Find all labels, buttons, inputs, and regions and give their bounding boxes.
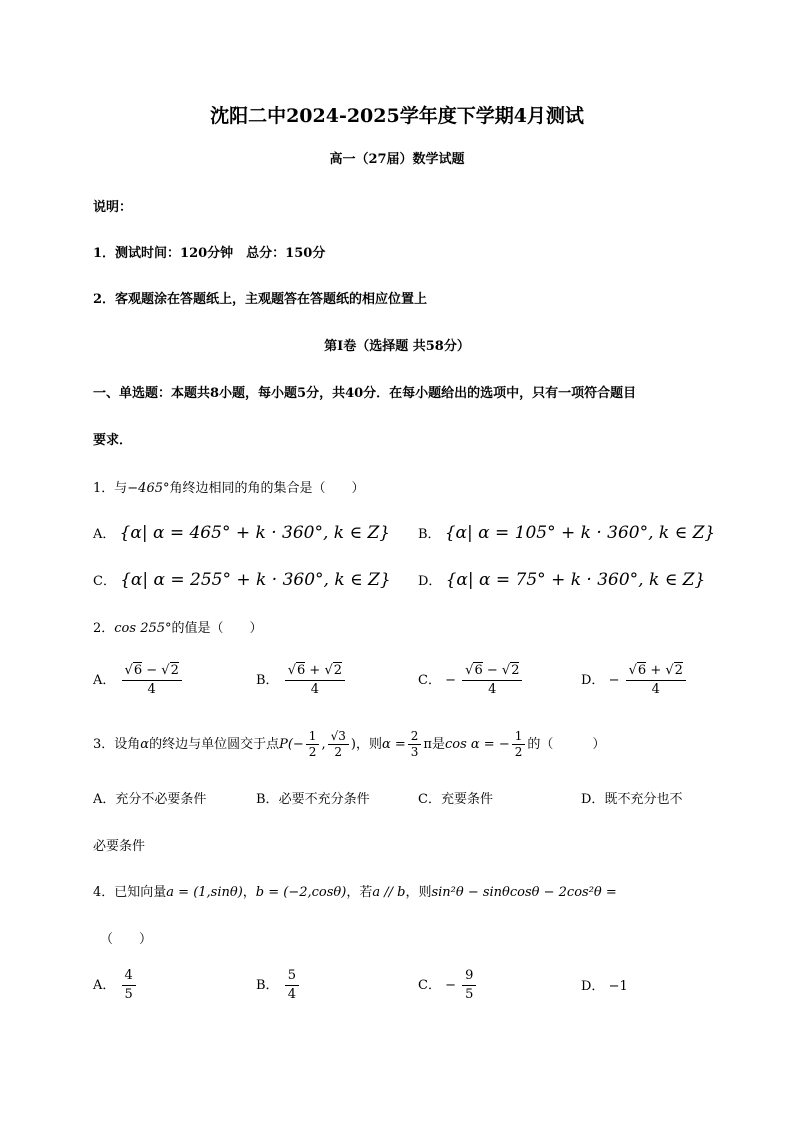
volume-title: 第Ⅰ卷（选择题 共58分） — [324, 339, 470, 354]
question-3-stem — [93, 726, 605, 764]
option-fraction: $\frac{√6 + √2}{4}$ — [285, 662, 345, 699]
vector-a: a = (1,sinθ) — [166, 885, 243, 900]
section-instructions-line-2: 要求． — [93, 433, 133, 448]
option-label: C． — [418, 792, 441, 807]
question-4-blank: （ ） — [100, 932, 153, 947]
question-2-option-c[interactable] — [418, 662, 524, 699]
option-label: A． — [93, 527, 116, 542]
question-3-suffix: 的（ ） — [527, 737, 606, 752]
question-2-expr: cos 255° — [114, 621, 172, 636]
section-instructions-line-1: 一、单选题：本题共8小题，每小题5分，共40分．在每小题给出的选项中，只有一项符合题目 — [93, 386, 637, 401]
question-3-mid-3: 是 — [431, 737, 445, 752]
question-1-angle: −465° — [127, 481, 170, 496]
option-label: B． — [256, 673, 279, 688]
question-4-option-b[interactable] — [256, 967, 301, 1004]
option-expr: {α| α = 255° + k · 360°, k ∈ Z} — [120, 570, 391, 590]
question-1-option-b[interactable] — [418, 524, 715, 544]
option-sign: − — [608, 673, 620, 688]
question-4-stem — [93, 884, 617, 902]
pi-symbol: π — [423, 737, 432, 752]
notes-item-1: 1．测试时间：120分钟 总分：150分 — [93, 246, 326, 261]
option-expr: {α| α = 105° + k · 360°, k ∈ Z} — [444, 523, 716, 543]
point-y-fraction: $\frac{√3}{2}$ — [328, 729, 349, 760]
cos-lhs: cos α = − — [444, 737, 510, 752]
question-2-prefix: 2． — [93, 621, 115, 636]
option-label: A． — [93, 673, 116, 688]
question-3-option-c[interactable] — [418, 791, 493, 809]
question-4-option-d[interactable] — [581, 978, 628, 996]
question-1-stem — [93, 480, 365, 498]
question-2-option-a[interactable] — [93, 662, 184, 699]
option-label: B． — [256, 978, 279, 993]
question-4-mid-2: ，则 — [405, 885, 432, 900]
option-fraction: $\frac{9}{5}$ — [462, 967, 476, 1004]
question-4-sep: ， — [242, 885, 256, 900]
option-label: D． — [581, 673, 605, 688]
option-text: 充要条件 — [440, 792, 493, 807]
condition-fraction: $\frac{2}{3}$ — [408, 729, 422, 760]
question-1-option-a[interactable] — [93, 524, 390, 544]
vector-b: b = (−2,cosθ) — [255, 885, 347, 900]
point-p: P(− — [279, 737, 304, 752]
option-label: B． — [418, 527, 441, 542]
condition-lhs: α = — [381, 737, 406, 752]
question-3-option-a[interactable] — [93, 791, 206, 809]
option-label: D． — [418, 574, 442, 589]
question-3-option-d-continuation: 必要条件 — [93, 839, 146, 854]
option-label: C． — [418, 673, 441, 688]
option-fraction: $\frac{√6 - √2}{4}$ — [462, 662, 522, 699]
notes-label: 说明： — [93, 200, 133, 215]
option-label: D． — [581, 792, 605, 807]
option-expr: {α| α = 465° + k · 360°, k ∈ Z} — [119, 523, 391, 543]
question-2-suffix: 的值是（ ） — [171, 621, 263, 636]
question-1-option-c[interactable] — [93, 571, 391, 591]
option-sign: − — [445, 673, 456, 688]
point-comma: , — [321, 737, 326, 752]
question-2-option-b[interactable] — [256, 662, 347, 699]
option-fraction: $\frac{√6 - √2}{4}$ — [122, 662, 182, 699]
point-x-fraction: $\frac{1}{2}$ — [306, 729, 320, 760]
question-4-mid-1: ，若 — [346, 885, 373, 900]
option-fraction: $\frac{5}{4}$ — [285, 967, 299, 1004]
question-2-option-d[interactable] — [581, 662, 688, 699]
option-label: D． — [581, 979, 605, 994]
alpha-symbol: α — [140, 737, 150, 752]
page-subtitle: 高一（27届）数学试题 — [329, 152, 465, 167]
point-close: ) — [350, 737, 356, 752]
cos-fraction: $\frac{1}{2}$ — [512, 729, 526, 760]
option-text: 必要不充分条件 — [278, 792, 370, 807]
question-3-mid-1: 的终边与单位圆交于点 — [149, 737, 280, 752]
question-4-prefix: 4．已知向量 — [93, 885, 167, 900]
question-2-stem — [93, 620, 263, 638]
option-text: 既不充分也不 — [604, 792, 683, 807]
option-text: −1 — [608, 979, 628, 994]
question-4-option-a[interactable] — [93, 967, 138, 1004]
question-3-option-d[interactable] — [581, 791, 682, 809]
option-label: C． — [93, 574, 116, 589]
question-4-expr: sin²θ − sinθcosθ − 2cos²θ = — [431, 885, 617, 900]
option-sign: − — [445, 978, 456, 993]
notes-item-2: 2．客观题涂在答题纸上，主观题答在答题纸的相应位置上 — [93, 292, 428, 307]
option-label: A． — [93, 792, 116, 807]
option-label: A． — [93, 978, 116, 993]
option-expr: {α| α = 75° + k · 360°, k ∈ Z} — [445, 570, 706, 590]
option-label: B． — [256, 792, 279, 807]
question-3-option-b[interactable] — [256, 791, 370, 809]
option-text: 充分不必要条件 — [115, 792, 207, 807]
question-1-prefix: 1．与 — [93, 481, 128, 496]
option-fraction: $\frac{√6 + √2}{4}$ — [626, 662, 686, 699]
question-4-option-c[interactable] — [418, 967, 478, 1004]
option-label: C． — [418, 978, 441, 993]
parallel-condition: a // b — [372, 885, 406, 900]
question-3-mid-2: ，则 — [355, 737, 382, 752]
question-1-option-d[interactable] — [418, 571, 705, 591]
option-fraction: $\frac{4}{5}$ — [122, 967, 136, 1004]
question-1-suffix: 角终边相同的角的集合是（ ） — [169, 481, 365, 496]
question-3-prefix: 3．设角 — [93, 737, 141, 752]
page-title: 沈阳二中2024-2025学年度下学期4月测试 — [210, 105, 584, 127]
